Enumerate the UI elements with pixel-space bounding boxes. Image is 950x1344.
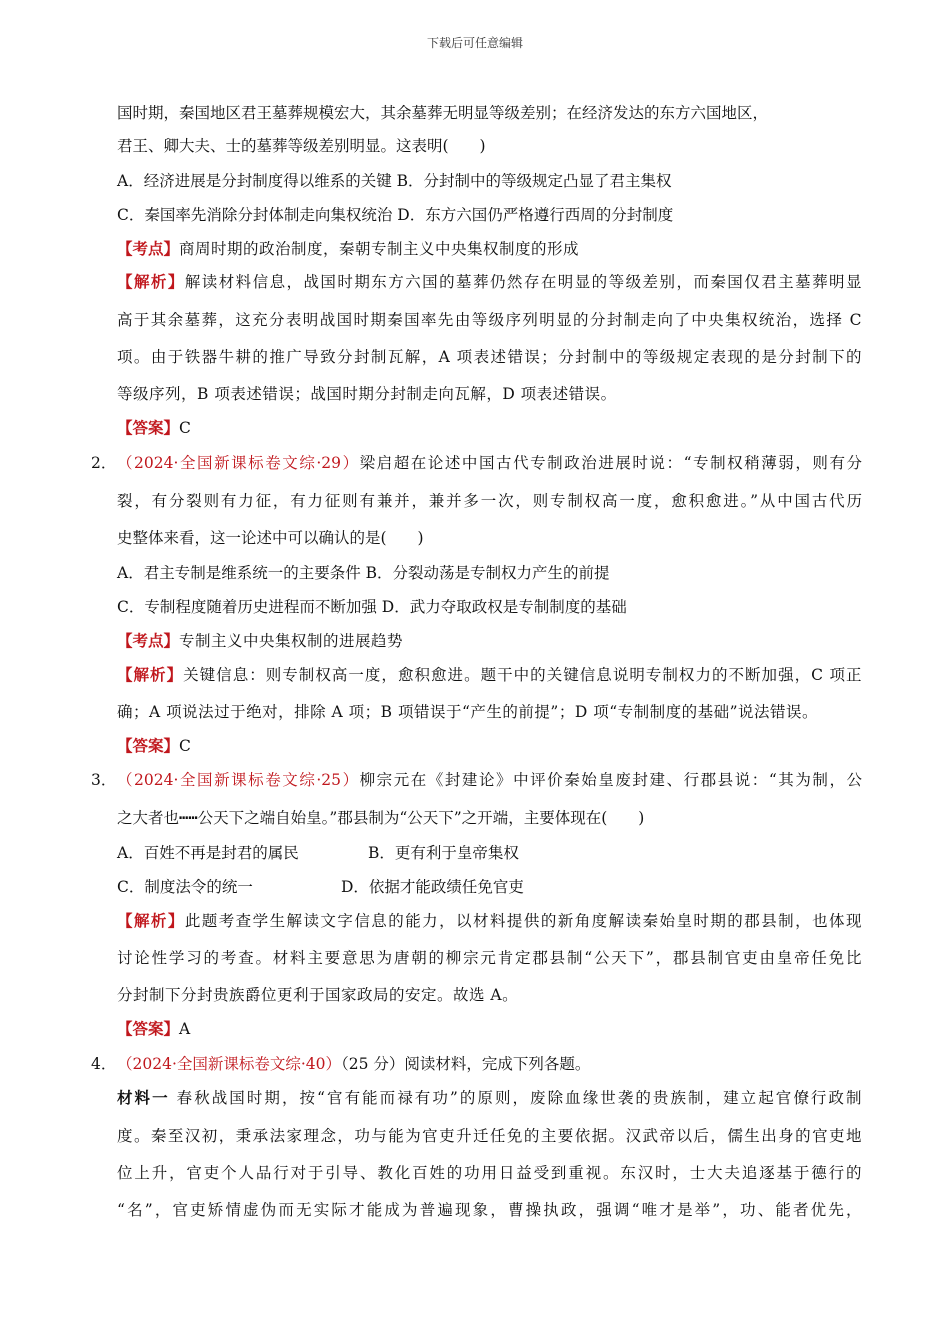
q4-source: （2024·全国新课标卷文综·40）: [117, 1055, 342, 1073]
q1-options-cd: C．秦国率先消除分封体制走向集权统治 D．东方六国仍严格遵行西周的分封制度: [117, 206, 674, 224]
answer-tag: 【答案】: [117, 736, 180, 755]
q2-options-ab: A．君主专制是维系统一的主要条件 B．分裂动荡是专制权力产生的前提: [117, 564, 610, 582]
q2-stem-line2: 裂，有分裂则有力征，有力征则有兼并，兼并多一次，则专制权高一度，愈积愈进。”从中国古代历: [117, 492, 862, 510]
kaodian-tag: 【考点】: [117, 631, 180, 650]
material-tag: 材料一: [117, 1088, 170, 1107]
answer-tag: 【答案】: [117, 418, 180, 437]
answer-tag: 【答案】: [117, 1019, 180, 1038]
q3-option-a: A．百姓不再是封君的属民: [117, 844, 299, 862]
q2-stem-text: 梁启超在论述中国古代专制政治进展时说：“专制权稍薄弱，则有分: [359, 454, 862, 472]
q4-stem: [117, 1054, 862, 1074]
q1-jiexi-line2: 高于其余墓葬，这充分表明战国时期秦国率先由等级序列明显的分封制走向了中央集权统治，选择 C: [117, 311, 862, 329]
q1-stem-line2: 君王、卿大夫、士的墓葬等级差别明显。这表明( ): [117, 137, 486, 155]
q3-options-cd: [117, 877, 862, 897]
q1-stem-line1: 国时期，秦国地区君王墓葬规模宏大，其余墓葬无明显等级差别；在经济发达的东方六国地区，: [117, 104, 769, 122]
kaodian-text: 商周时期的政治制度，秦朝专制主义中央集权制度的形成: [179, 240, 580, 258]
q4-material-line4: “名”，官吏矫情虚伪而无实际才能成为普遍现象，曹操执政，强调“唯才是举”，功、能者优先，: [117, 1201, 862, 1219]
page-header: 下载后可任意编辑: [426, 36, 523, 50]
answer-value: C: [179, 737, 191, 755]
jiexi-text: 此题考查学生解读文字信息的能力，以材料提供的新角度解读秦始皇时期的郡县制，也体现: [184, 912, 862, 930]
q3-option-b: B．更有利于皇帝集权: [368, 844, 519, 862]
kaodian-text: 专制主义中央集权制的进展趋势: [179, 632, 404, 650]
q3-stem-text: 柳宗元在《封建论》中评价秦始皇废封建、行郡县说：“其为制，公: [359, 771, 862, 789]
material-text: 春秋战国时期，按“官有能而禄有功”的原则，废除血缘世袭的贵族制，建立起官僚行政制: [176, 1089, 862, 1107]
q1-jiexi-line4: 等级序列，B 项表述错误；战国时期分封制走向瓦解，D 项表述错误。: [117, 385, 617, 403]
q1-jiexi-line1: [117, 272, 862, 292]
q3-option-c: C．制度法令的统一: [117, 878, 253, 896]
q4-stem-text: （25 分）阅读材料，完成下列各题。: [341, 1055, 591, 1073]
q3-jiexi-line2: 讨论性学习的考查。材料主要意思为唐朝的柳宗元肯定郡县制“公天下”，郡县制官吏由皇帝任免比: [117, 949, 862, 967]
jiexi-tag: 【解析】: [117, 911, 185, 930]
q3-answer: [117, 1019, 862, 1039]
q2-stem-line1: [117, 453, 862, 473]
q3-number: 3．: [91, 771, 117, 789]
jiexi-tag: 【解析】: [117, 272, 185, 291]
q2-jiexi-line2: 确；A 项说法过于绝对，排除 A 项；B 项错误于“产生的前提”；D 项“专制制度的基础”说法错误。: [117, 703, 819, 721]
q4-material-line1: [117, 1088, 862, 1108]
q4-number: 4．: [91, 1055, 117, 1073]
answer-value: A: [179, 1020, 191, 1038]
q2-source: （2024·全国新课标卷文综·29）: [117, 454, 360, 472]
q3-source: （2024·全国新课标卷文综·25）: [117, 771, 360, 789]
q2-kaodian: [117, 631, 862, 651]
jiexi-text: 解读材料信息，战国时期东方六国的墓葬仍然存在明显的等级差别，而秦国仅君主墓葬明显: [184, 273, 862, 291]
q3-jiexi-line3: 分封制下分封贵族爵位更利于国家政局的安定。故选 A。: [117, 986, 519, 1004]
q3-option-d: D．依据才能政绩任免官吏: [341, 878, 524, 896]
q1-answer: [117, 418, 862, 438]
q2-number: 2．: [91, 454, 117, 472]
jiexi-text: 关键信息：则专制权高一度，愈积愈进。题干中的关键信息说明专制权力的不断加强，C 项正: [183, 666, 862, 684]
answer-value: C: [179, 419, 191, 437]
q1-jiexi-line3: 项。由于铁器牛耕的推广导致分封制瓦解，A 项表述错误；分封制中的等级规定表现的是分封制下的: [117, 348, 862, 366]
q2-answer: [117, 736, 862, 756]
q2-stem-line3: 史整体来看，这一论述中可以确认的是( ): [117, 529, 424, 547]
q1-kaodian: [117, 239, 862, 259]
q2-jiexi-line1: [117, 665, 862, 685]
q4-material-line3: 位上升，官吏个人品行对于引导、教化百姓的功用日益受到重视。东汉时，士大夫追逐基于德行的: [117, 1164, 862, 1182]
q3-jiexi-line1: [117, 911, 862, 931]
kaodian-tag: 【考点】: [117, 239, 180, 258]
q2-options-cd: C．专制程度随着历史进程而不断加强 D．武力夺取政权是专制制度的基础: [117, 598, 627, 616]
q4-material-line2: 度。秦至汉初，秉承法家理念，功与能为官吏升迁任免的主要依据。汉武帝以后，儒生出身的官吏地: [117, 1127, 862, 1145]
q3-options-ab: [117, 843, 862, 863]
q3-stem-line2: 之大者也┅┅公天下之端自始皇。”郡县制为“公天下”之开端，主要体现在( ): [117, 809, 645, 827]
q3-stem-line1: [117, 770, 862, 790]
q1-options-ab: A．经济进展是分封制度得以维系的关键 B．分封制中的等级规定凸显了君主集权: [117, 172, 672, 190]
jiexi-tag: 【解析】: [117, 665, 184, 684]
